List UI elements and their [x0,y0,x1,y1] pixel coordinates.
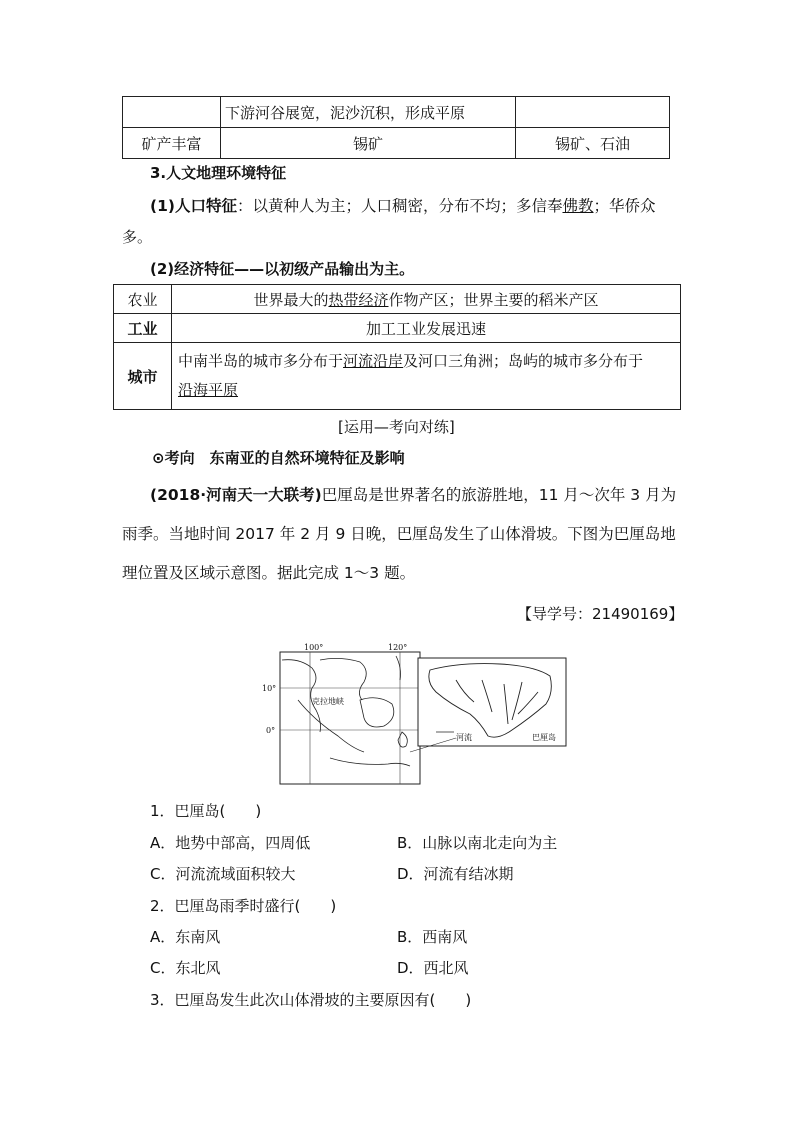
map-river-legend: 河流 [456,733,472,742]
agri-text-2: 作物产区；世界主要的稻米产区 [388,290,599,309]
map-island-label: 巴厘岛 [532,733,556,742]
table1-cell: 下游河谷展宽，泥沙沉积，形成平原 [221,97,516,128]
agri-label: 农业 [114,285,172,314]
table1-cell [516,97,670,128]
city-text: 中南半岛的城市多分布于 [178,352,344,370]
intro-line-1 [150,483,676,505]
agri-cell [172,285,681,314]
table1-cell: 矿产丰富 [123,128,221,159]
intro-line-2: 雨季。当地时间 2017 年 2 月 9 日晚，巴厘岛发生了山体滑坡。下图为巴厘岛地 [122,525,676,543]
industry-cell: 加工工业发展迅速 [172,314,681,343]
map-lon-120: 120° [388,643,408,652]
population-text: ：以黄种人为主；人口稠密，分布不均；多信奉 [236,197,563,215]
resource-table [122,96,670,159]
intro-source: (2018·河南天一大联考) [150,486,322,504]
q2-option-c[interactable]: C．东北风 [150,959,221,977]
agri-text: 世界最大的 [253,290,329,309]
population-text-2: ；华侨众 [593,197,656,215]
map-lon-100: 100° [304,643,324,652]
city-cell [172,343,681,410]
population-religion: 佛教 [562,197,594,215]
q2-option-a[interactable]: A．东南风 [150,928,221,946]
question-3-stem: 3．巴厘岛发生此次山体滑坡的主要原因有( ) [150,991,472,1009]
intro-text: 巴厘岛是世界著名的旅游胜地，11 月～次年 3 月为 [321,486,677,504]
practice-title: [运用—考向对练] [338,418,455,436]
exam-direction: ⊙考向 东南亚的自然环境特征及影响 [152,449,405,467]
q1-option-d[interactable]: D．河流有结冰期 [397,865,514,883]
economy-table [113,284,681,410]
guide-number: 【导学号：21490169】 [517,605,684,623]
section-heading: 3.人文地理环境特征 [150,164,287,182]
q2-option-b[interactable]: B．西南风 [397,928,468,946]
bali-location-map [260,640,570,786]
city-underline-1: 河流沿岸 [343,352,404,370]
q1-option-a[interactable]: A．地势中部高，四周低 [150,834,311,852]
q1-option-b[interactable]: B．山脉以南北走向为主 [397,834,558,852]
table1-cell: 锡矿、石油 [516,128,670,159]
intro-line-3: 理位置及区域示意图。据此完成 1～3 题。 [122,564,416,582]
agri-underline: 热带经济 [328,290,389,309]
question-2-stem: 2．巴厘岛雨季时盛行( ) [150,897,337,915]
map-lat-10: 10° [262,684,277,693]
economy-paragraph: (2)经济特征——以初级产品输出为主。 [150,260,415,278]
population-paragraph-cont: 多。 [122,228,153,246]
industry-label: 工业 [114,314,172,343]
city-label: 城市 [114,343,172,410]
city-text-2: 及河口三角洲；岛屿的城市多分布于 [403,352,644,370]
q2-option-d[interactable]: D．西北风 [397,959,469,977]
population-paragraph [150,194,656,216]
city-underline-2: 沿海平原 [178,381,239,399]
population-label: (1)人口特征 [150,197,237,215]
table1-cell: 锡矿 [221,128,516,159]
map-isthmus-label: 克拉地峡 [312,697,344,706]
question-1-stem: 1．巴厘岛( ) [150,802,262,820]
q1-option-c[interactable]: C．河流流域面积较大 [150,865,296,883]
map-lat-0: 0° [266,726,276,735]
table1-cell [123,97,221,128]
